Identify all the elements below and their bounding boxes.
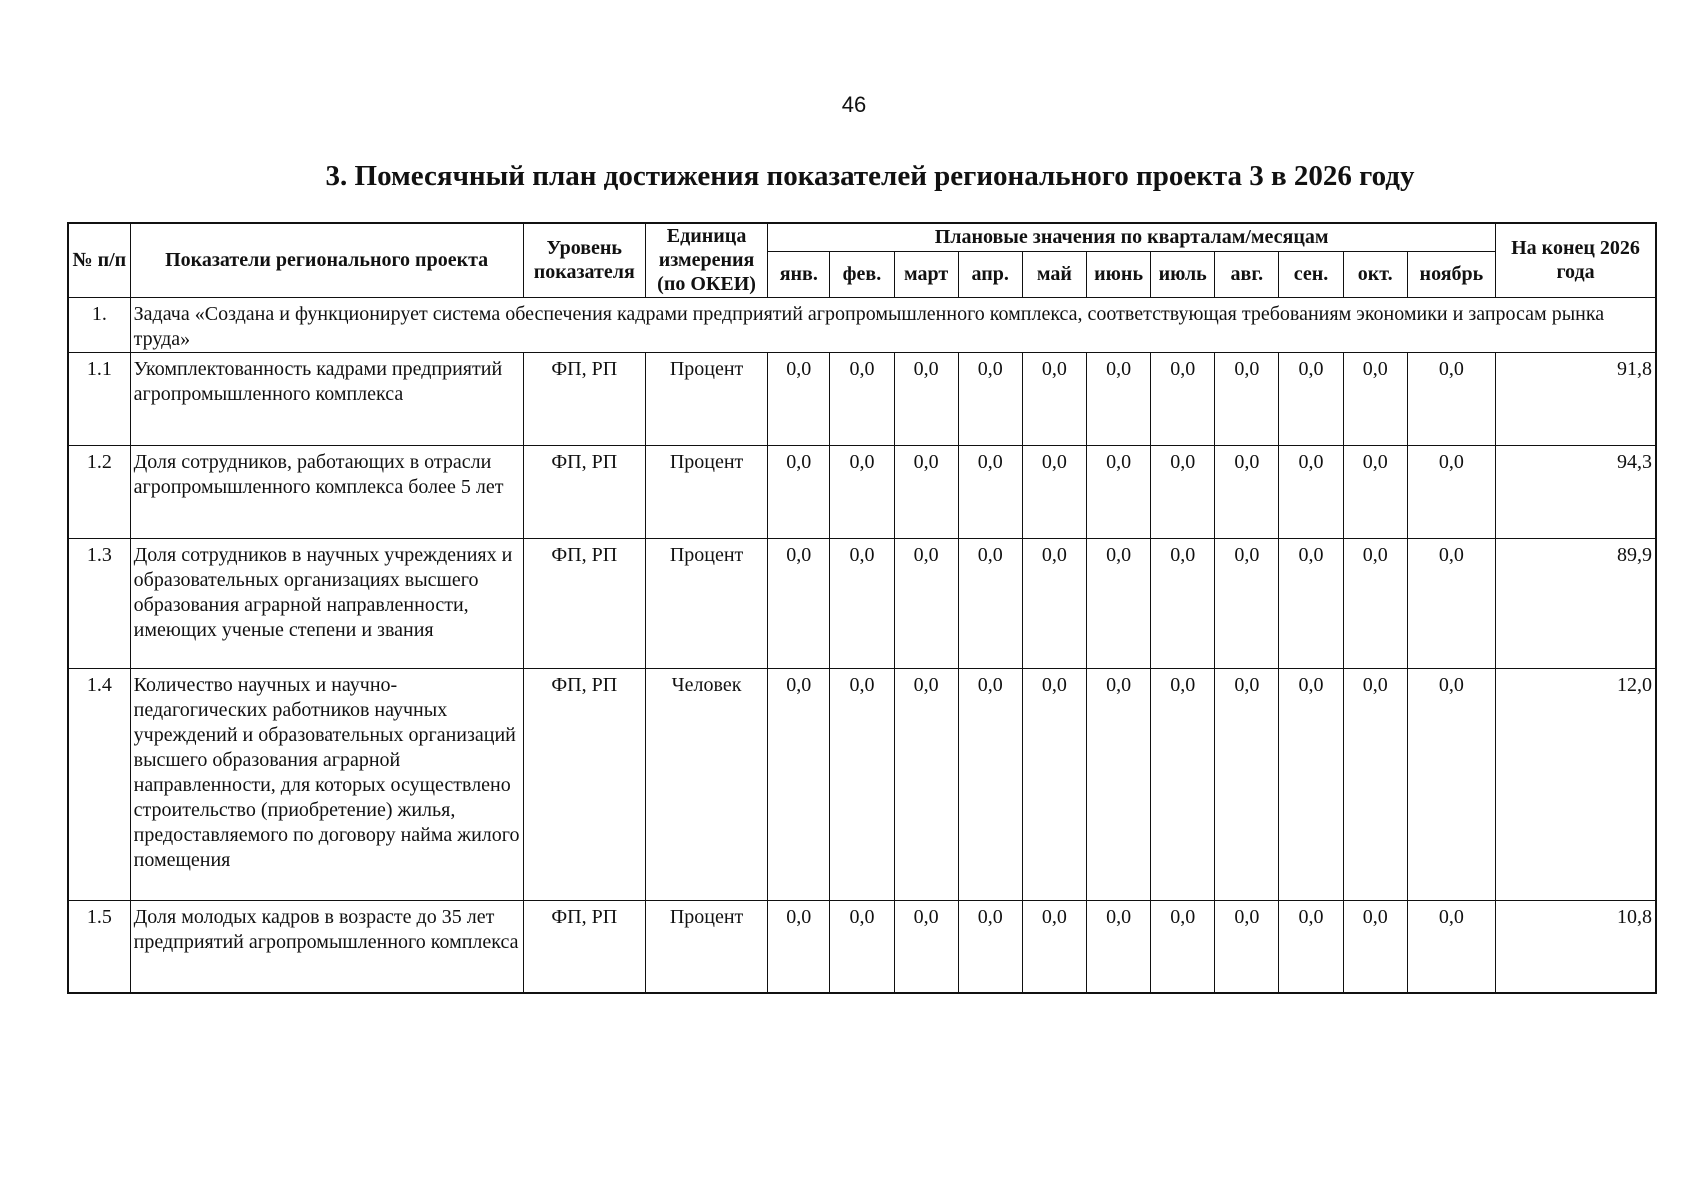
header-month: авг. [1215, 251, 1279, 297]
month-value: 0,0 [1279, 445, 1343, 538]
header-planned-values: Плановые значения по кварталам/месяцам [768, 223, 1496, 251]
month-value: 0,0 [830, 538, 894, 668]
month-value: 0,0 [1279, 668, 1343, 900]
month-value: 0,0 [894, 445, 958, 538]
month-value: 0,0 [768, 900, 830, 993]
month-value: 0,0 [1215, 538, 1279, 668]
month-value: 0,0 [1407, 538, 1495, 668]
month-value: 0,0 [958, 445, 1022, 538]
task-number: 1. [68, 297, 130, 352]
header-unit: Единица измерения (по ОКЕИ) [645, 223, 767, 297]
month-value: 0,0 [1407, 668, 1495, 900]
page-number: 46 [841, 92, 867, 117]
table-row [68, 445, 1656, 538]
month-value: 0,0 [1086, 445, 1150, 538]
header-num: № п/п [68, 223, 130, 297]
month-value: 0,0 [768, 668, 830, 900]
month-value: 0,0 [1279, 900, 1343, 993]
table-row [68, 538, 1656, 668]
table-header [68, 223, 1656, 297]
month-value: 0,0 [1086, 538, 1150, 668]
row-number: 1.4 [68, 668, 130, 900]
task-text: Задача «Создана и функционирует система обеспечения кадрами предприятий агропромышленного комплекса, соответствующая требованиям экономики и запросам рынка труда» [130, 297, 1656, 352]
header-month: фев. [830, 251, 894, 297]
row-number: 1.1 [68, 352, 130, 445]
month-value: 0,0 [1343, 445, 1407, 538]
header-month: окт. [1343, 251, 1407, 297]
indicator-level: ФП, РП [523, 538, 645, 668]
month-value: 0,0 [768, 445, 830, 538]
month-value: 0,0 [1407, 352, 1495, 445]
month-value: 0,0 [1151, 900, 1215, 993]
month-value: 0,0 [894, 668, 958, 900]
month-value: 0,0 [1343, 352, 1407, 445]
month-value: 0,0 [1343, 668, 1407, 900]
indicator-name: Укомплектованность кадрами предприятий агропромышленного комплекса [130, 352, 523, 445]
month-value: 0,0 [958, 900, 1022, 993]
month-value: 0,0 [768, 538, 830, 668]
month-value: 0,0 [1022, 900, 1086, 993]
month-value: 0,0 [1086, 352, 1150, 445]
month-value: 0,0 [1407, 900, 1495, 993]
month-value: 0,0 [894, 352, 958, 445]
indicator-unit: Процент [645, 900, 767, 993]
indicator-unit: Процент [645, 352, 767, 445]
indicator-name: Доля сотрудников в научных учреждениях и образовательных организациях высшего образования аграрной направленности, имеющих ученые степени и звания [130, 538, 523, 668]
indicator-name: Количество научных и научно-педагогических работников научных учреждений и образовательных организаций высшего образования аграрной направленности, для которых осуществлено строительство (приобретение) жилья, предоставляемого по договору найма жилого помещения [130, 668, 523, 900]
month-value: 0,0 [1279, 538, 1343, 668]
row-number: 1.5 [68, 900, 130, 993]
end-of-year-value: 12,0 [1496, 668, 1657, 900]
document-title: 3. Помесячный план достижения показателей регионального проекта 3 в 2026 году [325, 160, 1415, 192]
month-value: 0,0 [1022, 668, 1086, 900]
indicator-level: ФП, РП [523, 668, 645, 900]
month-value: 0,0 [1215, 445, 1279, 538]
month-value: 0,0 [958, 668, 1022, 900]
month-value: 0,0 [958, 538, 1022, 668]
row-number: 1.3 [68, 538, 130, 668]
end-of-year-value: 10,8 [1496, 900, 1657, 993]
month-value: 0,0 [1151, 538, 1215, 668]
header-month: апр. [958, 251, 1022, 297]
month-value: 0,0 [894, 900, 958, 993]
end-of-year-value: 91,8 [1496, 352, 1657, 445]
header-month: май [1022, 251, 1086, 297]
month-value: 0,0 [830, 445, 894, 538]
month-value: 0,0 [830, 900, 894, 993]
month-value: 0,0 [1215, 900, 1279, 993]
month-value: 0,0 [1407, 445, 1495, 538]
table-row [68, 668, 1656, 900]
task-row [68, 297, 1656, 352]
header-level: Уровень показателя [523, 223, 645, 297]
indicator-unit: Человек [645, 668, 767, 900]
month-value: 0,0 [1343, 900, 1407, 993]
month-value: 0,0 [1215, 352, 1279, 445]
indicator-unit: Процент [645, 445, 767, 538]
header-month: ноябрь [1407, 251, 1495, 297]
month-value: 0,0 [1151, 445, 1215, 538]
month-value: 0,0 [830, 352, 894, 445]
header-month: янв. [768, 251, 830, 297]
month-value: 0,0 [1215, 668, 1279, 900]
month-value: 0,0 [1022, 352, 1086, 445]
end-of-year-value: 94,3 [1496, 445, 1657, 538]
month-value: 0,0 [830, 668, 894, 900]
indicator-level: ФП, РП [523, 352, 645, 445]
header-month: июль [1151, 251, 1215, 297]
month-value: 0,0 [1086, 900, 1150, 993]
table-row [68, 352, 1656, 445]
month-value: 0,0 [958, 352, 1022, 445]
month-value: 0,0 [1151, 352, 1215, 445]
month-value: 0,0 [1343, 538, 1407, 668]
header-end-of-year: На конец 2026 года [1496, 223, 1657, 297]
indicator-name: Доля сотрудников, работающих в отрасли агропромышленного комплекса более 5 лет [130, 445, 523, 538]
table-body [68, 297, 1656, 993]
table-row [68, 900, 1656, 993]
end-of-year-value: 89,9 [1496, 538, 1657, 668]
indicator-level: ФП, РП [523, 445, 645, 538]
indicator-unit: Процент [645, 538, 767, 668]
indicator-name: Доля молодых кадров в возрасте до 35 лет предприятий агропромышленного комплекса [130, 900, 523, 993]
month-value: 0,0 [1022, 538, 1086, 668]
month-value: 0,0 [1086, 668, 1150, 900]
month-value: 0,0 [1151, 668, 1215, 900]
month-value: 0,0 [1022, 445, 1086, 538]
header-month: сен. [1279, 251, 1343, 297]
month-value: 0,0 [768, 352, 830, 445]
row-number: 1.2 [68, 445, 130, 538]
month-value: 0,0 [1279, 352, 1343, 445]
indicator-level: ФП, РП [523, 900, 645, 993]
header-month: июнь [1086, 251, 1150, 297]
header-indicator: Показатели регионального проекта [130, 223, 523, 297]
plan-table [67, 222, 1657, 994]
month-value: 0,0 [894, 538, 958, 668]
header-month: март [894, 251, 958, 297]
